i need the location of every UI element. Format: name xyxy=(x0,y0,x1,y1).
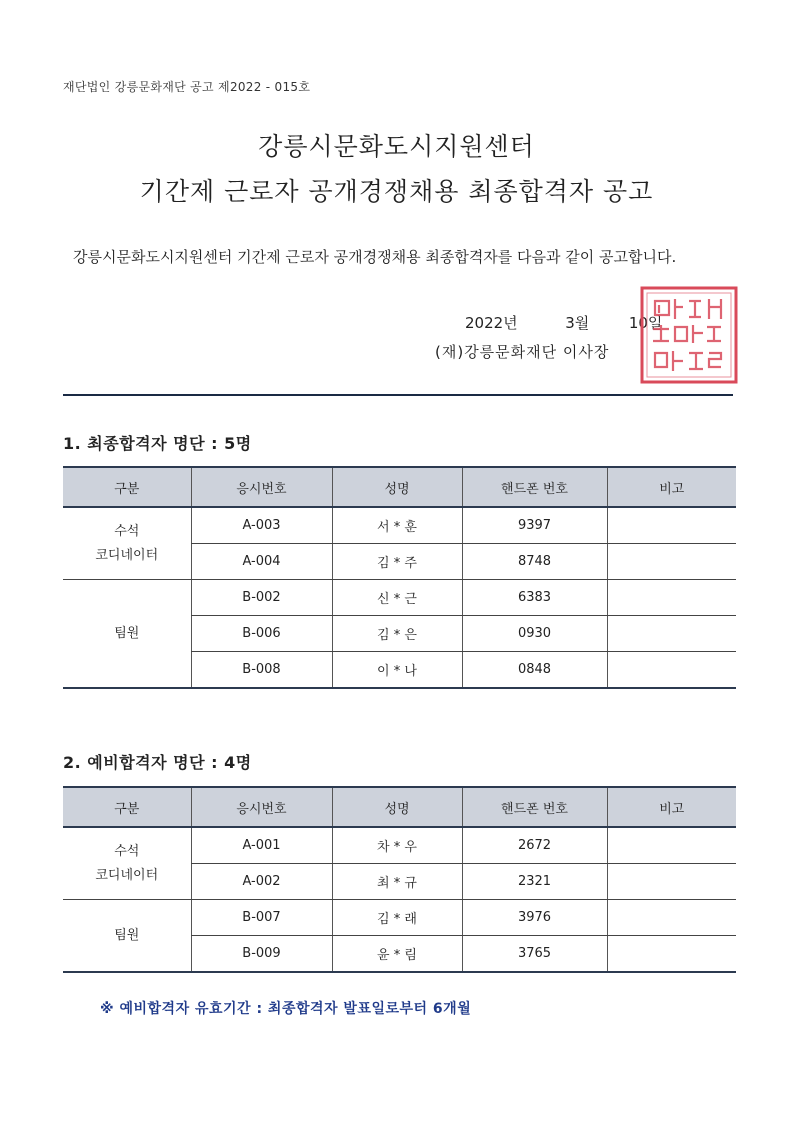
applicant-no: A-004 xyxy=(191,544,332,580)
col-applicant-no: 응시번호 xyxy=(191,787,332,827)
applicant-name: 차 * 우 xyxy=(332,827,462,864)
section1-title: 1. 최종합격자 명단 : 5명 xyxy=(63,434,252,453)
table-row xyxy=(63,827,736,864)
announcement-body: 강릉시문화도시지원센터 기간제 근로자 공개경쟁채용 최종합격자를 다음과 같이 공고합니다. xyxy=(73,248,677,266)
applicant-no: B-008 xyxy=(191,652,332,689)
reserve-validity-note: ※ 예비합격자 유효기간 : 최종합격자 발표일로부터 6개월 xyxy=(100,1001,472,1017)
group-label: 팀원 xyxy=(63,900,191,973)
notice-number: 재단법인 강릉문화재단 공고 제2022 - 015호 xyxy=(63,80,311,94)
applicant-no: B-002 xyxy=(191,580,332,616)
table-header-row xyxy=(63,467,736,507)
applicant-no: B-007 xyxy=(191,900,332,936)
table-header-row xyxy=(63,787,736,827)
applicant-phone: 2321 xyxy=(462,864,607,900)
col-applicant-no: 응시번호 xyxy=(191,467,332,507)
applicant-name: 윤 * 림 xyxy=(332,936,462,973)
table-row xyxy=(63,507,736,544)
applicant-name: 서 * 훈 xyxy=(332,507,462,544)
applicant-name: 김 * 래 xyxy=(332,900,462,936)
applicant-remarks xyxy=(607,936,736,973)
applicant-no: B-006 xyxy=(191,616,332,652)
applicant-remarks xyxy=(607,652,736,689)
applicant-no: B-009 xyxy=(191,936,332,973)
applicant-remarks xyxy=(607,507,736,544)
final-pass-table xyxy=(63,466,736,689)
applicant-phone: 3976 xyxy=(462,900,607,936)
col-phone: 핸드폰 번호 xyxy=(462,467,607,507)
reserve-pass-table xyxy=(63,786,736,973)
official-seal-stamp xyxy=(639,285,739,385)
section2-title: 2. 예비합격자 명단 : 4명 xyxy=(63,753,252,772)
table-row xyxy=(63,900,736,936)
applicant-remarks xyxy=(607,580,736,616)
applicant-name: 최 * 규 xyxy=(332,864,462,900)
table-row xyxy=(63,580,736,616)
col-category: 구분 xyxy=(63,787,191,827)
group-label: 팀원 xyxy=(63,580,191,689)
date-day: 10일 xyxy=(628,314,663,332)
applicant-name: 이 * 나 xyxy=(332,652,462,689)
page-title-line2: 기간제 근로자 공개경쟁채용 최종합격자 공고 xyxy=(139,177,654,206)
header-divider xyxy=(63,394,733,396)
applicant-phone: 6383 xyxy=(462,580,607,616)
group-label: 수석 코디네이터 xyxy=(63,827,191,900)
col-remarks: 비고 xyxy=(607,467,736,507)
col-name: 성명 xyxy=(332,787,462,827)
col-remarks: 비고 xyxy=(607,787,736,827)
col-category: 구분 xyxy=(63,467,191,507)
applicant-name: 신 * 근 xyxy=(332,580,462,616)
applicant-phone: 9397 xyxy=(462,507,607,544)
group-label: 수석 코디네이터 xyxy=(63,507,191,580)
col-phone: 핸드폰 번호 xyxy=(462,787,607,827)
date-month: 3월 xyxy=(565,314,590,332)
applicant-remarks xyxy=(607,544,736,580)
applicant-no: A-002 xyxy=(191,864,332,900)
applicant-phone: 8748 xyxy=(462,544,607,580)
applicant-phone: 0930 xyxy=(462,616,607,652)
issuer-name: (재)강릉문화재단 이사장 xyxy=(435,343,610,361)
applicant-no: A-001 xyxy=(191,827,332,864)
applicant-phone: 3765 xyxy=(462,936,607,973)
applicant-phone: 0848 xyxy=(462,652,607,689)
applicant-phone: 2672 xyxy=(462,827,607,864)
applicant-remarks xyxy=(607,827,736,864)
applicant-remarks xyxy=(607,864,736,900)
applicant-remarks xyxy=(607,616,736,652)
applicant-remarks xyxy=(607,900,736,936)
page-title-line1: 강릉시문화도시지원센터 xyxy=(258,132,535,161)
announcement-date xyxy=(465,312,662,333)
col-name: 성명 xyxy=(332,467,462,507)
date-year: 2022년 xyxy=(465,314,518,332)
applicant-no: A-003 xyxy=(191,507,332,544)
applicant-name: 김 * 주 xyxy=(332,544,462,580)
applicant-name: 김 * 은 xyxy=(332,616,462,652)
